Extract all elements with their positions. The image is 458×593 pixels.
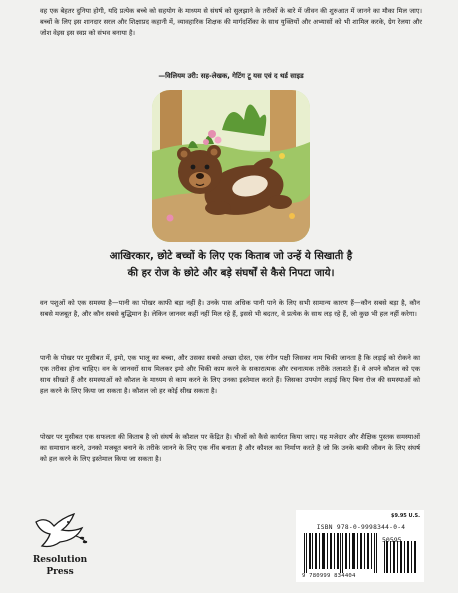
- description-paragraph-2: पानी के पोखर पर मुसीबत में, इमो, एक भालू का बच्चा, और उसका सबसे अच्छा दोस्त, एक रंगीन पक्षी जिसका नाम चिकी जानता है कि लड़ाई को रोकने का एक तरीका होना चाहिए। वन के जानवरों साथ मिलकर इमो और चिकी काम करने के सकारात्मक और रचनात्मक तरीके तलाशते हैं। वे अपने कौशल को एक साथ सीखते हैं और समस्याओं को कौशल के माध्यम से काम करने के लिए उनका इस्तेमाल करते हैं। जिसका उपयोग लड़ाई किए बिना रोज की समस्याओं को हल करने के लिए किया जा सकता है। कौशल जो हर कोई सीख सकता है।: [40, 354, 421, 395]
- bear-illustration-art: [152, 90, 310, 242]
- bear-illustration: [152, 90, 310, 242]
- description-paragraph-1: वन पशुओं को एक समस्या है—पानी का पोखर काफी बड़ा नहीं है। उनके पास अधिक पानी पाने के लिए सभी सामान्य कारण हैं—कौन सबसे बड़ा है, कौन सबसे मजबूत है, और कौन सबसे बुद्धिमान है। लेकिन जानवर कहीं नहीं मिल रहे हैं, इससे भी बदतर, वे प्रत्येक के साथ लड़ रहे हैं, जो कुछ भी हल नहीं करेगा।: [40, 299, 420, 318]
- publisher-logo: [24, 512, 96, 586]
- price-label: $9.95 U.S.: [390, 513, 420, 519]
- ean-number: 9 780999 834404: [302, 573, 356, 579]
- tagline-line-2: की हर रोज के छोटे और बड़े संघर्षों से कैसे निपटा जाये।: [127, 268, 335, 279]
- tagline-line-1: आखिरकार, छोटे बच्चों के लिए एक किताब जो उन्हें ये सिखाती है: [109, 251, 353, 262]
- quote-attribution: —विलियम उरी: सह-लेखक, गेटिंग टू यस एवं द थर्ड साइड: [158, 72, 304, 80]
- isbn-text: ISBN 978-0-9998344-0-4: [316, 524, 406, 531]
- publisher-name-line-1: Resolution: [32, 555, 88, 565]
- publisher-name-line-2: Press: [46, 567, 74, 577]
- dove-olive-branch-icon: [32, 512, 88, 554]
- endorsement-quote: वह एक बेहतर दुनिया होगी, यदि प्रत्येक बच्चे को सहयोग के माध्यम से संघर्ष को सुलझाने के तरीकों के बारे में जीवन की शुरुआत में जानने का मौका मिल जाए। बच्चों के लिए इस शानदार सरल और शिक्षाप्रद कहानी में, व्यावहारिक शिक्षक की मार्गदर्शिका के साथ युक्तियों और अभ्यासों को भी शामिल करके, ग्रेग रेलया और जोश वेइस इस स्वप्न को संभव बनाया है।: [40, 7, 422, 37]
- addon-number: 50595: [382, 536, 402, 544]
- tagline: [40, 248, 422, 282]
- barcode-bars: [302, 533, 420, 573]
- isbn-barcode: [296, 510, 424, 582]
- description-paragraph-3: पोखर पर मुसीबत एक सफलता की किताब है जो संघर्ष के कौशल पर केंद्रित है। चीजों को कैसे कार्यरत किया जाए। यह मजेदार और शैक्षिक पुस्तक समस्याओं का समाधान करने, उनको मजबूत बनाने के तरीके जानने के लिए एक नींव बनाता है और कौशल का निर्माण करते है जो कि उनके बाकी जीवन के लिए संघर्ष को हल करने के लिए इस्तेमाल किया जा सकता है।: [40, 433, 420, 463]
